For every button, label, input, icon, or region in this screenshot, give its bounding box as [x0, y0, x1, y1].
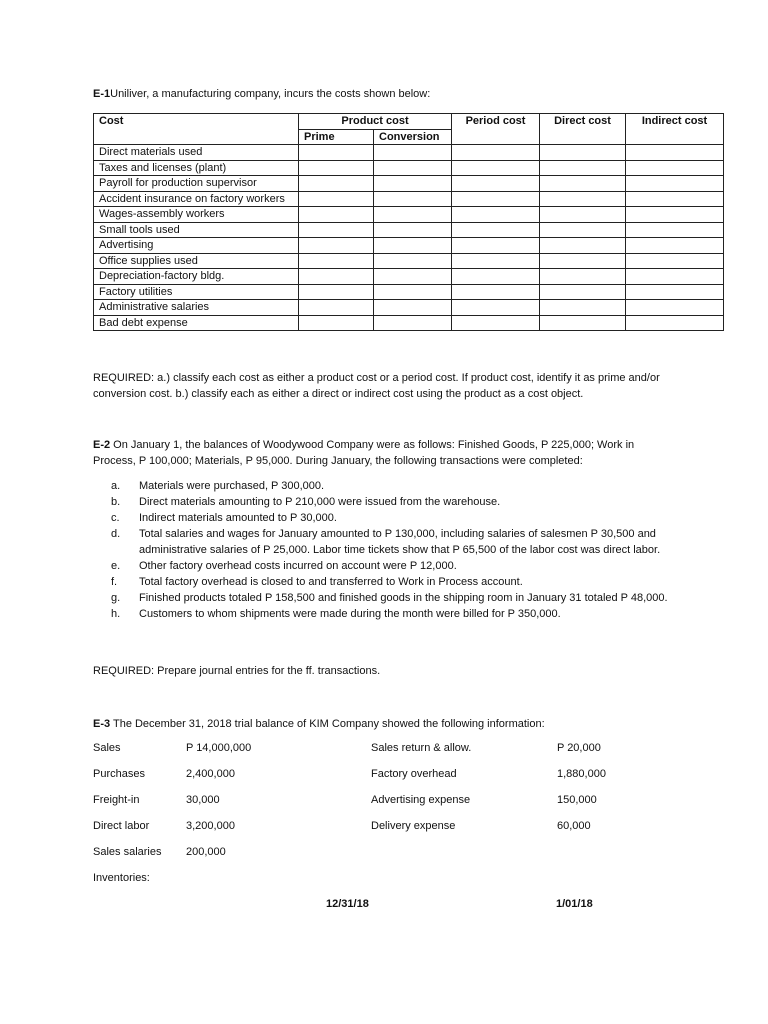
list-item: f. Total factory overhead is closed to and transferred to Work in Process account.	[111, 576, 523, 588]
table-row: Administrative salaries	[94, 300, 724, 316]
e3-intro: E-3 The December 31, 2018 trial balance of KIM Company showed the following information:	[93, 718, 545, 730]
e2-label: E-2	[93, 439, 111, 451]
header-indirect-cost: Indirect cost	[626, 114, 724, 145]
e2-required: REQUIRED: Prepare journal entries for the ff. transactions.	[93, 665, 381, 677]
table-row: Small tools used	[94, 222, 724, 238]
e1-required: REQUIRED: a.) classify each cost as either a product cost or a period cost. If product cost, identify it as prime and/or conversion cost. b.) classify each as either a direct or indirect cost using the product as a cost object.	[93, 372, 660, 400]
trial-balance-row: Freight-in 30,000 Advertising expense 150,000	[93, 794, 597, 806]
e1-label: E-1	[93, 88, 111, 100]
e3-label: E-3	[93, 718, 111, 730]
header-cost: Cost	[94, 114, 299, 145]
inventory-column-1231: 12/31/18	[326, 898, 369, 910]
table-row: Depreciation-factory bldg.	[94, 269, 724, 285]
header-prime: Prime	[299, 129, 374, 145]
table-row: Wages-assembly workers	[94, 207, 724, 223]
table-row: Payroll for production supervisor	[94, 176, 724, 192]
table-row: Accident insurance on factory workers	[94, 191, 724, 207]
trial-balance-row: Sales P 14,000,000 Sales return & allow. P 20,000	[93, 742, 601, 754]
trial-balance-row: Direct labor 3,200,000 Delivery expense 60,000	[93, 820, 591, 832]
table-row: Taxes and licenses (plant)	[94, 160, 724, 176]
list-item: d. Total salaries and wages for January amounted to P 130,000, including salaries of salesmen P 30,500 and administrative salaries of P 25,000. Labor time tickets show that P 65,500 of the labor cost was direct labor.	[111, 528, 661, 556]
table-row: Direct materials used	[94, 145, 724, 161]
cost-classification-table	[93, 113, 724, 331]
e2-intro: E-2 On January 1, the balances of Woodywood Company were as follows: Finished Goods, P 225,000; Work in Process, P 100,000; Materials, P 95,000. During January, the following transactions were completed:	[93, 439, 635, 467]
list-item: g. Finished products totaled P 158,500 and finished goods in the shipping room in January 31 totaled P 48,000.	[111, 592, 668, 604]
table-row: Advertising	[94, 238, 724, 254]
list-item: e. Other factory overhead costs incurred on account were P 12,000.	[111, 560, 457, 572]
list-item: h. Customers to whom shipments were made during the month were billed for P 350,000.	[111, 608, 561, 620]
inventories-label: Inventories:	[93, 872, 150, 884]
list-item: b. Direct materials amounting to P 210,000 were issued from the warehouse.	[111, 496, 501, 508]
trial-balance-row: Purchases 2,400,000 Factory overhead 1,880,000	[93, 768, 606, 780]
header-direct-cost: Direct cost	[540, 114, 626, 145]
list-item: c. Indirect materials amounted to P 30,000.	[111, 512, 337, 524]
list-item: a. Materials were purchased, P 300,000.	[111, 480, 325, 492]
trial-balance-row: Sales salaries 200,000	[93, 846, 226, 858]
header-conversion: Conversion	[374, 129, 452, 145]
table-row: Bad debt expense	[94, 315, 724, 331]
header-product-cost: Product cost	[299, 114, 452, 130]
table-row: Office supplies used	[94, 253, 724, 269]
table-row: Factory utilities	[94, 284, 724, 300]
inventory-column-0101: 1/01/18	[556, 898, 593, 910]
header-period-cost: Period cost	[452, 114, 540, 145]
e2-transaction-list	[111, 478, 671, 622]
e1-intro: E-1Uniliver, a manufacturing company, incurs the costs shown below:	[93, 88, 431, 100]
